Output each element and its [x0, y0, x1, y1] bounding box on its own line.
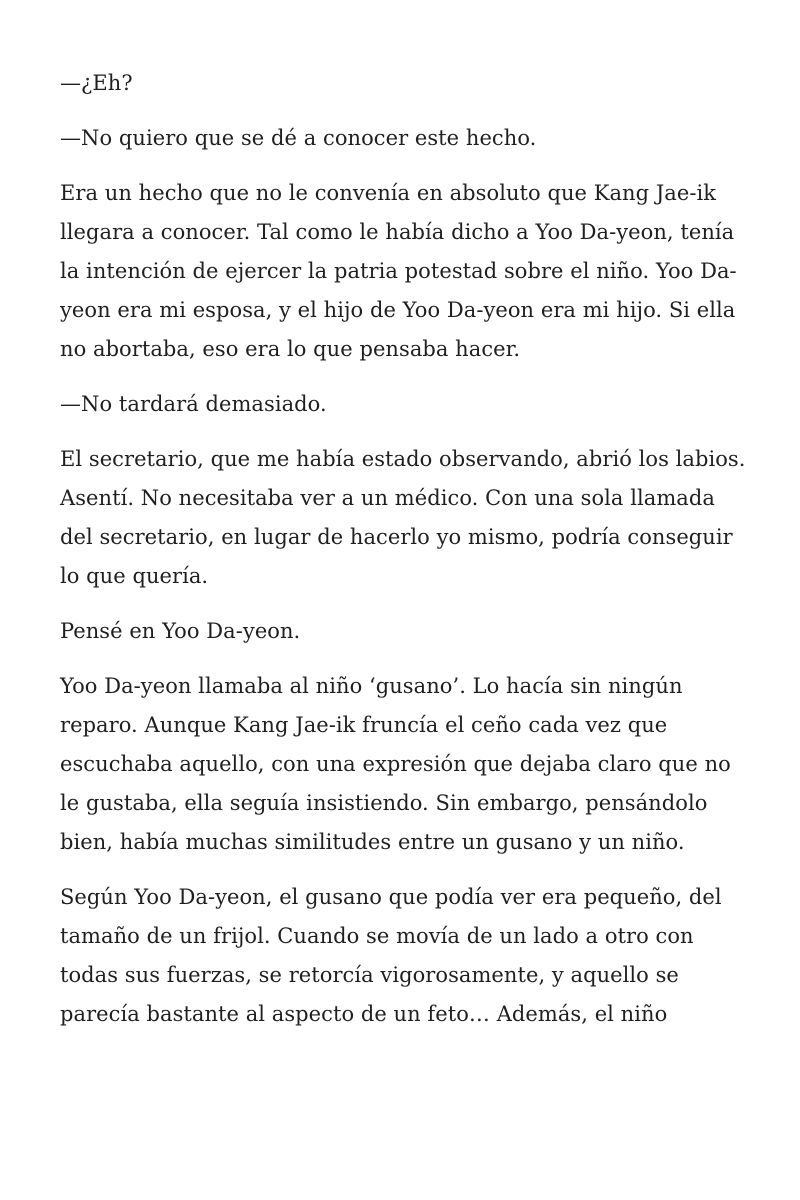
paragraph: Era un hecho que no le convenía en absoluto que Kang Jae-ik llegara a conocer. Tal como le había dicho a Yoo Da-yeon, tenía la intención de ejercer la patria potestad sobre el niño. Yoo Da-yeon era mi esposa, y el hijo de Yoo Da-yeon era mi hijo. Si ella no abortaba, eso era lo que pensaba hacer. [60, 181, 737, 361]
paragraph: —No quiero que se dé a conocer este hecho. [60, 126, 537, 150]
paragraph: Pensé en Yoo Da-yeon. [60, 619, 301, 643]
paragraph: Según Yoo Da-yeon, el gusano que podía ver era pequeño, del tamaño de un frijol. Cuando se movía de un lado a otro con todas sus fuerzas, se retorcía vigorosamente, y aquello se parecía bastante al aspecto de un feto… Además, el niño [60, 885, 722, 1026]
paragraph: —¿Eh? [60, 71, 133, 95]
paragraph: —No tardará demasiado. [60, 392, 327, 416]
paragraph: Yoo Da-yeon llamaba al niño ‘gusano’. Lo hacía sin ningún reparo. Aunque Kang Jae-ik fruncía el ceño cada vez que escuchaba aquello, con una expresión que dejaba claro que no le gustaba, ella seguía insistiendo. Sin embargo, pensándolo bien, había muchas similitudes entre un gusano y un niño. [60, 674, 731, 854]
document-page [60, 64, 750, 1050]
paragraph: El secretario, que me había estado observando, abrió los labios. Asentí. No necesitaba ver a un médico. Con una sola llamada del secretario, en lugar de hacerlo yo mismo, podría conseguir lo que quería. [60, 447, 746, 588]
